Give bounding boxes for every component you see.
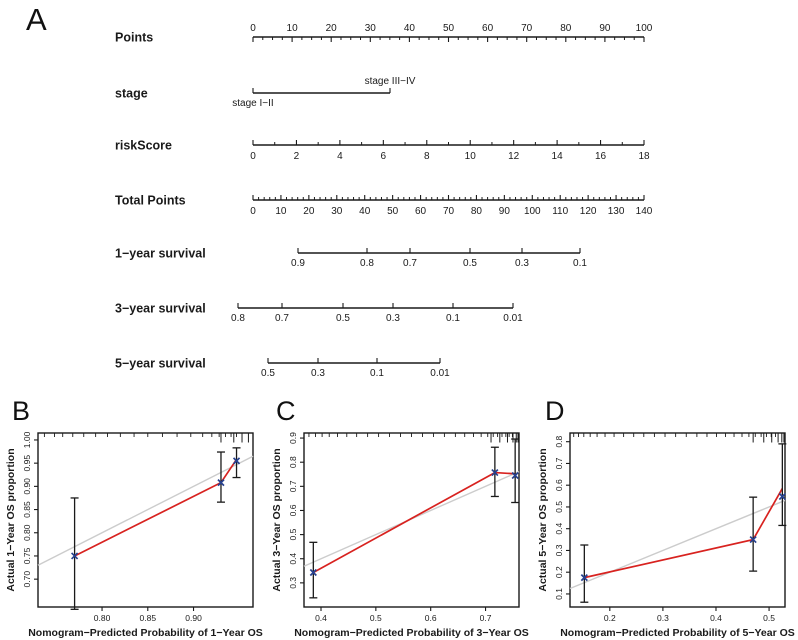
plot-box [304, 433, 519, 607]
svg-text:0.4: 0.4 [710, 613, 722, 623]
svg-text:0.5: 0.5 [336, 313, 350, 324]
y-axis-title: Actual 5−Year OS proportion [537, 448, 549, 592]
svg-text:0.8: 0.8 [288, 456, 298, 469]
svg-text:0.1: 0.1 [370, 368, 384, 379]
rug-marks [574, 433, 784, 443]
svg-text:16: 16 [594, 151, 607, 162]
calibration-panel-3-year [266, 395, 532, 640]
svg-text:0.3: 0.3 [554, 544, 564, 557]
svg-text:110: 110 [552, 206, 569, 217]
svg-text:0.8: 0.8 [360, 258, 374, 269]
svg-text:10: 10 [464, 151, 476, 162]
svg-text:60: 60 [415, 206, 427, 217]
svg-text:0.2: 0.2 [554, 566, 564, 579]
svg-text:0.90: 0.90 [185, 613, 202, 623]
svg-text:30: 30 [331, 206, 343, 217]
svg-text:0.75: 0.75 [22, 547, 32, 565]
svg-text:0.3: 0.3 [288, 576, 298, 589]
svg-text:14: 14 [551, 151, 563, 162]
svg-text:6: 6 [380, 151, 387, 162]
y-axis-title: Actual 1−Year OS proportion [5, 448, 17, 592]
nomogram-row-total-points [115, 194, 653, 218]
svg-text:0: 0 [250, 151, 256, 162]
row-label-5-year-survival: 5−year survival [115, 356, 206, 371]
svg-text:0.5: 0.5 [554, 501, 564, 513]
svg-text:40: 40 [403, 23, 415, 34]
svg-text:0.7: 0.7 [479, 613, 492, 623]
svg-text:20: 20 [303, 206, 315, 217]
rug-marks [44, 433, 248, 443]
svg-text:90: 90 [498, 206, 510, 217]
svg-text:50: 50 [387, 206, 399, 217]
svg-text:2: 2 [293, 151, 300, 162]
svg-text:12: 12 [508, 151, 520, 162]
svg-text:0.5: 0.5 [463, 258, 477, 269]
svg-text:90: 90 [599, 23, 611, 34]
svg-text:0.5: 0.5 [288, 528, 298, 541]
svg-text:0.70: 0.70 [22, 570, 32, 588]
svg-text:0.01: 0.01 [430, 368, 450, 379]
svg-text:0.6: 0.6 [288, 504, 298, 517]
svg-text:0.7: 0.7 [403, 258, 417, 269]
svg-text:120: 120 [579, 206, 597, 217]
svg-text:100: 100 [635, 23, 653, 34]
nomogram-row-5-year-survival [115, 357, 450, 380]
row-label-points: Points [115, 30, 154, 45]
calibration-plot-3-year [266, 395, 532, 640]
panel-label-b: B [12, 396, 31, 426]
svg-text:18: 18 [638, 151, 650, 162]
svg-text:10: 10 [275, 206, 287, 217]
svg-text:8: 8 [423, 151, 430, 162]
svg-text:40: 40 [359, 206, 371, 217]
svg-text:0.4: 0.4 [288, 552, 298, 565]
panel-label-a: A [26, 2, 47, 37]
svg-text:80: 80 [560, 23, 572, 34]
calibration-line [313, 473, 515, 573]
svg-text:0.80: 0.80 [22, 524, 32, 542]
nomogram-row-points [115, 23, 653, 45]
svg-text:0.7: 0.7 [554, 457, 564, 470]
x-axis-title: Nomogram−Predicted Probability of 5−Year OS [560, 627, 795, 639]
row-label-riskscore: riskScore [115, 138, 172, 153]
svg-text:20: 20 [325, 23, 337, 34]
rug-marks [309, 433, 518, 443]
row-label-3-year-survival: 3−year survival [115, 301, 206, 316]
svg-text:0.95: 0.95 [22, 454, 32, 472]
svg-text:100: 100 [523, 206, 541, 217]
calibration-panel-5-year [532, 395, 798, 640]
panel-label-d: D [545, 396, 565, 426]
svg-text:0.3: 0.3 [515, 258, 529, 269]
svg-text:130: 130 [607, 206, 625, 217]
row-label-stage: stage [115, 86, 148, 101]
category-label-stage-iii-iv: stage III−IV [364, 76, 416, 87]
nomogram-row-3-year-survival [115, 302, 523, 325]
svg-text:1.00: 1.00 [22, 431, 32, 449]
svg-text:0.9: 0.9 [288, 432, 298, 444]
row-label-1-year-survival: 1−year survival [115, 246, 206, 261]
svg-text:0.5: 0.5 [763, 613, 775, 623]
svg-text:0.3: 0.3 [386, 313, 400, 324]
svg-text:0.9: 0.9 [291, 258, 305, 269]
nomogram-row-1-year-survival [115, 247, 587, 270]
svg-text:0.85: 0.85 [139, 613, 157, 623]
error-bar-1 [580, 545, 588, 602]
x-axis-title: Nomogram−Predicted Probability of 3−Year OS [294, 627, 529, 639]
svg-text:0.80: 0.80 [93, 613, 111, 623]
error-bar-3 [511, 439, 519, 502]
svg-text:0.90: 0.90 [22, 478, 32, 495]
calibration-panel-1-year [0, 395, 266, 640]
x-axis-title: Nomogram−Predicted Probability of 1−Year OS [28, 627, 263, 639]
svg-text:0.5: 0.5 [369, 613, 382, 623]
row-label-total-points: Total Points [115, 193, 186, 208]
svg-text:0.1: 0.1 [446, 313, 460, 324]
svg-text:0.1: 0.1 [554, 588, 564, 600]
svg-text:0.3: 0.3 [311, 368, 325, 379]
svg-text:0.4: 0.4 [554, 522, 564, 535]
calibration-b [5, 431, 263, 639]
svg-text:0.5: 0.5 [261, 368, 275, 379]
y-axis-title: Actual 3−Year OS proportion [271, 448, 283, 592]
calibration-c [271, 432, 529, 639]
calibration-plot-1-year [0, 395, 266, 640]
svg-text:60: 60 [482, 23, 494, 34]
nomogram-row-riskscore [115, 139, 650, 163]
svg-text:4: 4 [337, 151, 343, 162]
calibration-plot-5-year [532, 395, 798, 640]
svg-text:0.2: 0.2 [603, 613, 616, 623]
svg-text:0.7: 0.7 [275, 313, 289, 324]
svg-text:0.7: 0.7 [288, 480, 298, 493]
calibration-line [75, 459, 237, 556]
svg-text:0.85: 0.85 [22, 501, 32, 518]
svg-text:0.01: 0.01 [503, 313, 523, 324]
svg-text:140: 140 [635, 206, 653, 217]
svg-text:0.3: 0.3 [656, 613, 669, 623]
svg-text:0.6: 0.6 [554, 479, 564, 492]
category-label-stage-i-ii: stage I−II [232, 98, 274, 109]
panel-label-c: C [276, 396, 296, 426]
nomogram-row-stage [115, 76, 416, 109]
svg-text:10: 10 [286, 23, 298, 34]
svg-text:70: 70 [442, 206, 455, 217]
svg-text:70: 70 [521, 23, 533, 34]
svg-text:0.8: 0.8 [231, 313, 245, 324]
svg-text:80: 80 [470, 206, 482, 217]
svg-text:0.8: 0.8 [554, 435, 564, 448]
svg-text:0: 0 [250, 23, 256, 34]
svg-text:0.6: 0.6 [424, 613, 437, 623]
svg-text:0.1: 0.1 [573, 258, 587, 269]
svg-text:30: 30 [364, 23, 376, 34]
svg-text:50: 50 [442, 23, 455, 34]
svg-text:0.4: 0.4 [315, 613, 327, 623]
svg-text:0: 0 [250, 206, 256, 217]
calibration-d [537, 433, 795, 639]
